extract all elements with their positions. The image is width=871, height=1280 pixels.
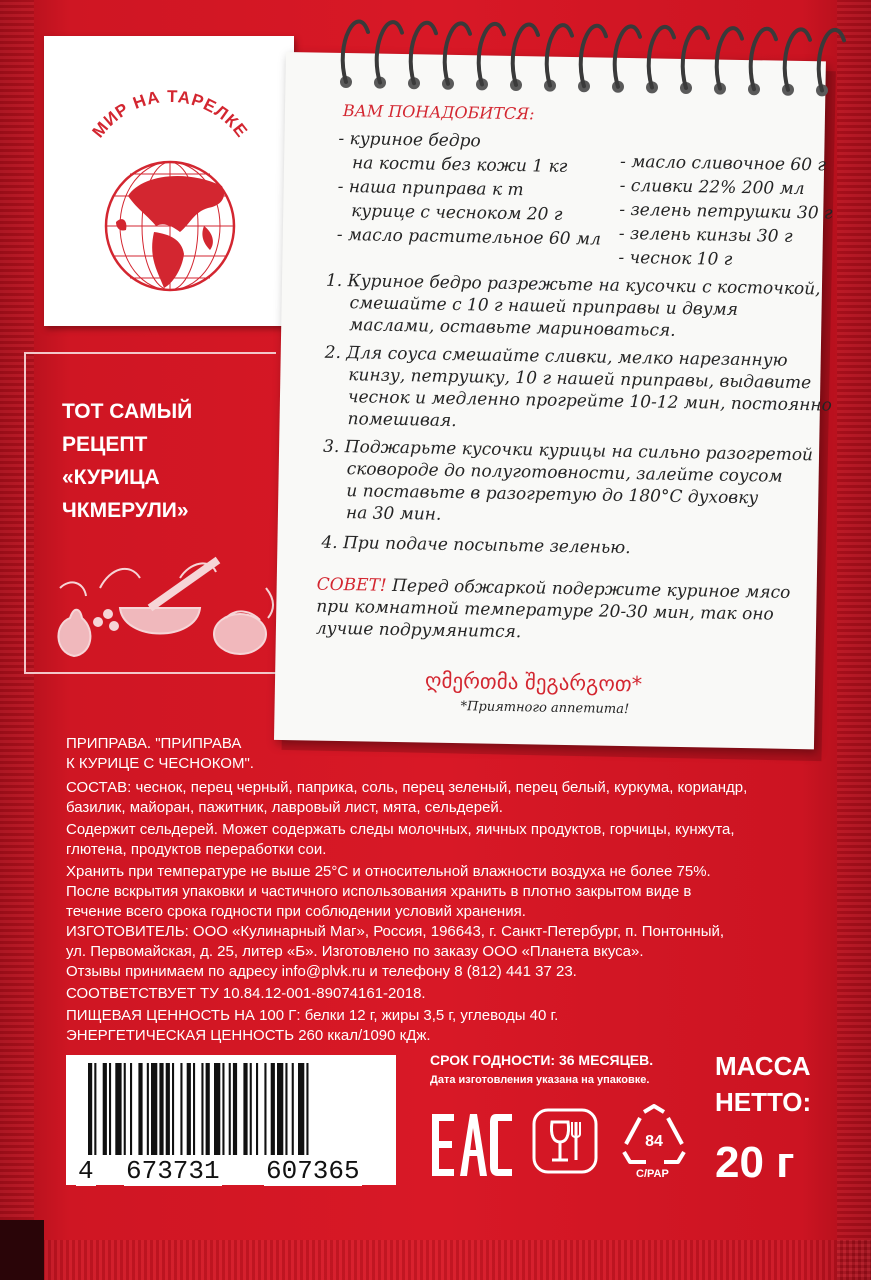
ingredients-heading: ВАМ ПОНАДОБИТСЯ:: [342, 101, 535, 124]
info-line: ПРИПРАВА. "ПРИПРАВА: [66, 735, 242, 752]
spiral-ring: [411, 23, 436, 83]
recipe-title-line: ТОТ САМЫЙ: [62, 400, 193, 423]
tip-line: лучше подрумянится.: [315, 618, 522, 643]
spiral-ring: [581, 26, 606, 86]
ingredient-line: - куриное бедро: [338, 128, 481, 152]
barcode-bar: [103, 1063, 107, 1155]
ingredient-line: курице с чесноком 20 г: [351, 201, 563, 225]
barcode-bar: [115, 1063, 121, 1155]
spiral-ring: [615, 26, 640, 86]
corner-shadow: [0, 1220, 44, 1280]
ingredient-line: - наша приправа к т: [337, 176, 524, 201]
brand-logo-card: [44, 36, 294, 326]
tip-text: Перед обжаркой подержите куриное мясо: [386, 575, 791, 603]
barcode-bar: [298, 1063, 304, 1155]
step-line: и поставьте в разогретую до 180°С духовку: [346, 481, 759, 509]
recycle-label: C/PAP: [636, 1168, 669, 1180]
info-line: Содержит сельдерей. Может содержать следы молочных, яичных продуктов, горчицы, кунжута,: [66, 821, 735, 838]
barcode-bar: [214, 1063, 220, 1155]
info-line: ЭНЕРГЕТИЧЕСКАЯ ЦЕННОСТЬ 260 ккал/1090 кДж.: [66, 1027, 431, 1044]
nutrition-info: [66, 1006, 806, 1046]
manufacture-date-note: Дата изготовления указана на упаковке.: [430, 1074, 650, 1086]
ingredient-line: - зелень петрушки 30 г: [619, 199, 833, 224]
spiral-ring: [819, 30, 844, 90]
barcode-bar: [243, 1063, 247, 1155]
recipe-title: [62, 395, 262, 527]
barcode-bar: [124, 1063, 126, 1155]
globe-logo-icon: [44, 36, 294, 326]
spiral-ring: [649, 27, 674, 87]
barcode-bar: [138, 1063, 142, 1155]
step-line: чеснок и медленно прогрейте 10-12 мин, постоянно: [347, 387, 832, 416]
barcode-digits: [66, 1154, 396, 1186]
barcode-bar: [88, 1063, 92, 1155]
tip-label: СОВЕТ!: [316, 574, 387, 596]
food-contact-icon: [532, 1108, 598, 1174]
barcode-bar: [159, 1063, 163, 1155]
barcode-bar: [233, 1063, 237, 1155]
logo-text: МИР НА ТАРЕЛКЕ: [88, 86, 252, 142]
barcode-bar: [180, 1063, 182, 1155]
info-line: После вскрытия упаковки и частичного использования хранить в плотно закрытом виде в: [66, 883, 692, 900]
spiral-ring: [479, 24, 504, 84]
step-line: 3. Поджарьте кусочки курицы на сильно разогретой: [322, 436, 814, 466]
composition: [66, 778, 806, 818]
info-line: базилик, майоран, пажитник, лавровый лист, мята, сельдерей.: [66, 799, 503, 816]
spiral-ring: [547, 25, 572, 85]
spiral-ring: [377, 22, 402, 82]
right-seal-edge: [837, 0, 871, 1280]
barcode-bar: [151, 1063, 157, 1155]
ingredient-line: - сливки 22% 200 мл: [619, 175, 805, 200]
ingredient-line: - масло сливочное 60 г: [619, 151, 827, 176]
tip-line: при комнатной температуре 20-30 мин, так оно: [316, 596, 774, 625]
spiral-ring: [445, 23, 470, 83]
ingredient-line: - зелень кинзы 30 г: [618, 223, 793, 247]
svg-text:МИР НА ТАРЕЛКЕ: [89, 87, 252, 141]
step-line: смешайте с 10 г нашей приправы и двумя: [349, 293, 739, 320]
recipe-notebook: [274, 52, 833, 749]
barcode-digit-group: 673731: [126, 1156, 220, 1186]
net-weight-label-line: НЕТТО:: [715, 1087, 812, 1117]
barcode-bar: [201, 1063, 203, 1155]
info-line: глютена, продуктов переработки сои.: [66, 841, 327, 858]
barcode-bar: [250, 1063, 252, 1155]
shelf-life: СРОК ГОДНОСТИ: 36 МЕСЯЦЕВ.: [430, 1052, 654, 1068]
barcode-bar: [147, 1063, 149, 1155]
standard-compliance: [66, 984, 806, 1004]
info-line: Отзывы принимаем по адресу info@plvk.ru и телефону 8 (812) 441 37 23.: [66, 963, 577, 980]
georgian-greeting: ღმერთმა შეგარგოთ*: [424, 668, 643, 697]
ingredient-line: - чеснок 10 г: [618, 247, 733, 270]
barcode-bar: [130, 1063, 132, 1155]
step-line: маслами, оставьте мариноваться.: [349, 315, 676, 341]
barcode-bar: [256, 1063, 258, 1155]
storage-conditions: [66, 862, 806, 922]
barcode-bar: [206, 1063, 210, 1155]
spiral-ring: [717, 28, 742, 88]
barcode-bar: [277, 1063, 283, 1155]
barcode-bar: [292, 1063, 294, 1155]
allergens: [66, 820, 806, 860]
spiral-ring: [343, 22, 368, 82]
manufacturer-info: [66, 922, 806, 982]
barcode-bar: [264, 1063, 266, 1155]
barcode-bar: [271, 1063, 275, 1155]
info-line: К КУРИЦЕ С ЧЕСНОКОМ".: [66, 755, 254, 772]
product-type: [66, 734, 806, 774]
barcode-bar: [193, 1063, 195, 1155]
barcode-bar: [166, 1063, 170, 1155]
spice-illustration-icon: [40, 548, 280, 660]
net-weight-label-line: МАССА: [715, 1051, 811, 1081]
recycle-icon: [618, 1104, 690, 1170]
barcode-bar: [187, 1063, 191, 1155]
info-line: Хранить при температуре не выше 25°С и относительной влажности воздуха не более 75%.: [66, 863, 711, 880]
recipe-title-line: «КУРИЦА: [62, 466, 160, 489]
barcode-bar: [306, 1063, 308, 1155]
eac-mark-icon: [430, 1110, 514, 1180]
recycle-code: 84: [645, 1133, 663, 1150]
step-line: на 30 мин.: [345, 503, 442, 525]
greeting-translation: *Приятного аппетита!: [460, 699, 630, 718]
info-line: течение всего срока годности при соблюдении условий хранения.: [66, 903, 526, 920]
ingredient-line: на кости без кожи 1 кг: [351, 153, 568, 177]
step-line: помешивая.: [347, 409, 457, 432]
barcode-bar: [285, 1063, 287, 1155]
barcode-bar: [222, 1063, 224, 1155]
step-line: 2. Для соуса смешайте сливки, мелко нарезанную: [324, 342, 788, 371]
step-line: 4. При подаче посыпьте зеленью.: [321, 532, 631, 559]
barcode-bar: [172, 1063, 174, 1155]
barcode-digit-group: 607365: [266, 1156, 360, 1186]
info-line: ул. Первомайская, д. 25, литер «Б». Изготовлено по заказу ООО «Планета вкуса».: [66, 943, 644, 960]
bottom-seal-edge: [0, 1240, 871, 1280]
barcode-digit-group: 4: [78, 1156, 94, 1186]
net-weight-value: 20 г: [715, 1138, 795, 1187]
info-line: СООТВЕТСТВУЕТ ТУ 10.84.12-001-89074161-2018.: [66, 985, 426, 1002]
barcode-bar: [109, 1063, 111, 1155]
recipe-title-line: ЧКМЕРУЛИ»: [62, 499, 189, 522]
step-line: кинзу, петрушку, 10 г нашей приправы, выдавите: [348, 365, 812, 394]
barcode-bar: [229, 1063, 231, 1155]
spiral-ring: [683, 28, 708, 88]
step-line: сковороде до полуготовности, залейте соусом: [346, 459, 783, 487]
spiral-ring: [785, 29, 810, 89]
info-line: ПИЩЕВАЯ ЦЕННОСТЬ НА 100 Г: белки 12 г, жиры 3,5 г, углеводы 40 г.: [66, 1007, 559, 1024]
info-line: СОСТАВ: чеснок, перец черный, паприка, соль, перец зеленый, перец белый, куркума, кориандр,: [66, 779, 748, 796]
net-weight-label: [715, 1048, 811, 1120]
ingredient-line: - масло растительное 60 мл: [336, 224, 602, 250]
spiral-ring: [513, 25, 538, 85]
notebook-rings-icon: [300, 0, 860, 110]
step-line: 1. Куриное бедро разрежьте на кусочки с косточкой,: [325, 270, 821, 300]
barcode-bar: [94, 1063, 96, 1155]
spiral-ring: [751, 29, 776, 89]
recipe-title-line: РЕЦЕПТ: [62, 433, 148, 456]
eac-mark-text: ЕАС: [430, 1110, 433, 1111]
info-line: ИЗГОТОВИТЕЛЬ: ООО «Кулинарный Маг», Россия, 196643, г. Санкт-Петербург, п. Понтонный,: [66, 923, 725, 940]
